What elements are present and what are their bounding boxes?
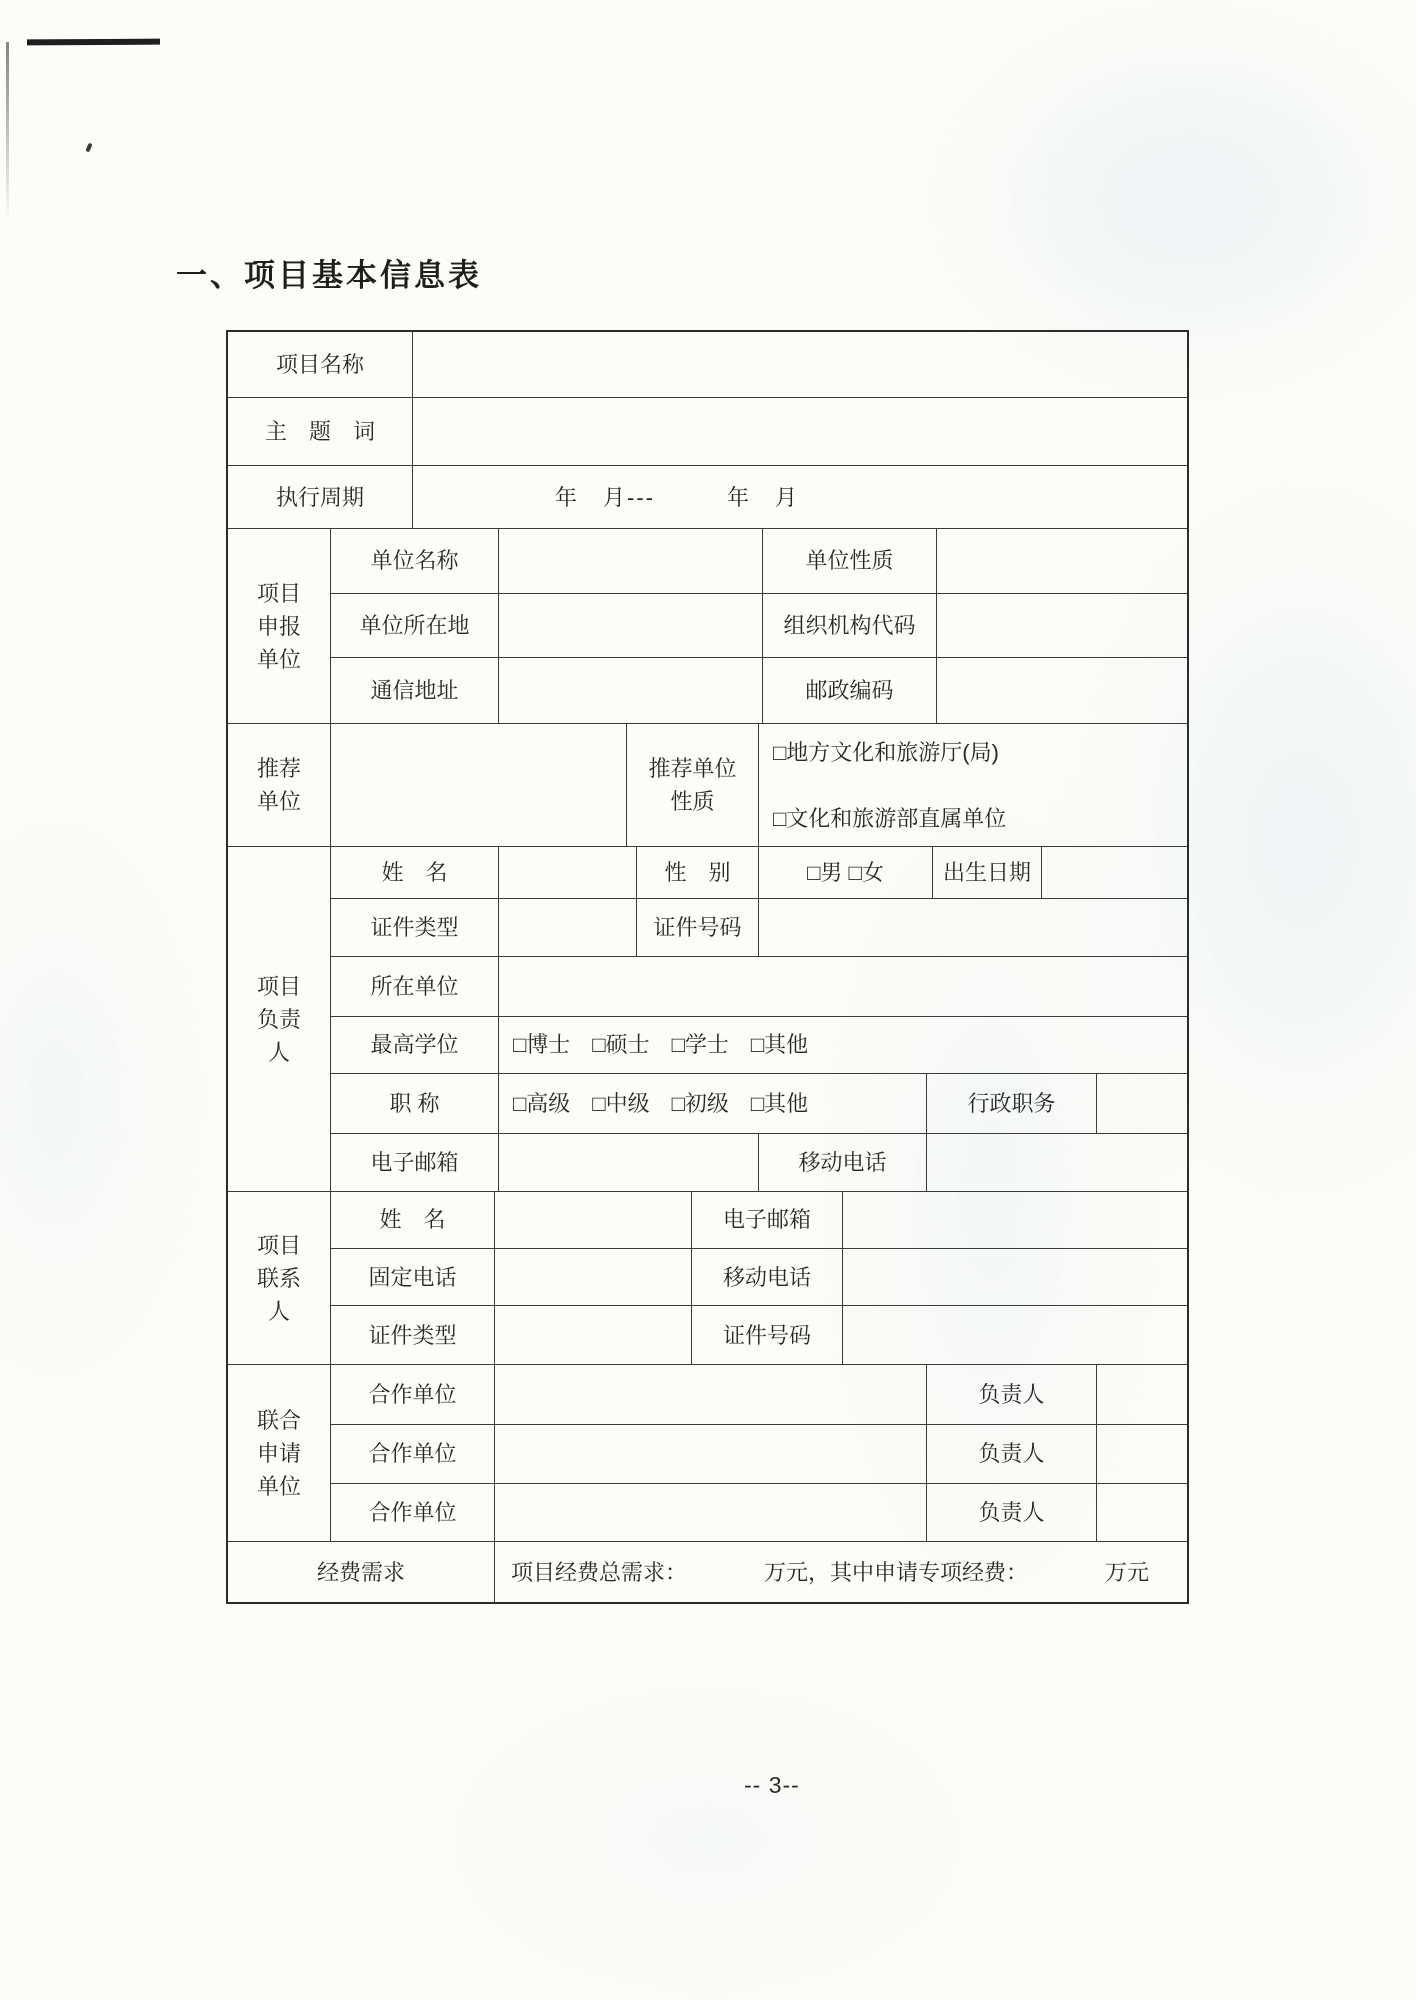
- row-partner-2: [331, 1425, 1187, 1485]
- contact-mobile-value: [843, 1249, 1187, 1306]
- section-applicant-unit: [228, 529, 1187, 724]
- leader-unit-label: 所在单位: [331, 957, 499, 1016]
- mail-address-label: 通信地址: [331, 658, 499, 723]
- contact-email-label: 电子邮箱: [692, 1192, 843, 1248]
- row-leader-id: [331, 899, 1187, 957]
- page-number: -- 3--: [744, 1772, 800, 1798]
- contact-phone-value: [495, 1249, 692, 1306]
- page-title: 一、项目基本信息表: [176, 258, 482, 293]
- leader-degree-options: □博士 □硕士 □学士 □其他: [513, 1032, 809, 1058]
- leader-degree-label: 最高学位: [331, 1017, 499, 1074]
- row-unit-location: [331, 594, 1187, 659]
- recommender-value: [331, 724, 627, 846]
- leader-name-value: [499, 847, 637, 898]
- partner-head-label: 负责人: [927, 1365, 1097, 1424]
- checkbox-option-ministry-direct-unit: □文化和旅游部直属单位: [773, 805, 1007, 831]
- leader-title-options: □高级 □中级 □初级 □其他: [499, 1074, 927, 1133]
- partner-unit-label: 合作单位: [331, 1484, 495, 1541]
- leader-id-no-label: 证件号码: [637, 899, 759, 956]
- partner-head-value: [1097, 1425, 1187, 1484]
- recommender-nature-label: 推荐单位 性质: [627, 724, 759, 846]
- project-name-value: [413, 332, 1187, 397]
- postal-code-label: 邮政编码: [763, 658, 937, 723]
- section-project-contact: [228, 1192, 1187, 1365]
- leader-email-value: [499, 1134, 759, 1191]
- partner-unit-value: [495, 1425, 927, 1484]
- row-partner-1: [331, 1365, 1187, 1425]
- section-project-leader: [228, 847, 1187, 1192]
- leader-admin-label: 行政职务: [927, 1074, 1097, 1133]
- row-contact-id: [331, 1306, 1187, 1364]
- funding-label: 经费需求: [228, 1542, 495, 1602]
- unit-location-value: [499, 594, 763, 658]
- project-info-table: [226, 330, 1189, 1604]
- leader-mobile-value: [927, 1134, 1187, 1191]
- contact-id-no-label: 证件号码: [692, 1306, 843, 1364]
- contact-phone-label: 固定电话: [331, 1249, 495, 1306]
- row-period: [228, 466, 1187, 529]
- leader-admin-value: [1097, 1074, 1187, 1133]
- leader-birth-label: 出生日期: [933, 847, 1042, 898]
- contact-mobile-label: 移动电话: [692, 1249, 843, 1306]
- keywords-value: [413, 398, 1187, 465]
- applicant-group-label: 项目 申报 单位: [228, 529, 331, 723]
- partner-unit-value: [495, 1484, 927, 1541]
- leader-gender-label: 性 别: [637, 847, 759, 898]
- leader-name-label: 姓 名: [331, 847, 499, 898]
- leader-email-label: 电子邮箱: [331, 1134, 499, 1191]
- row-funding: [228, 1542, 1187, 1602]
- row-mail-address: [331, 658, 1187, 723]
- row-leader-email: [331, 1134, 1187, 1191]
- row-contact-phone: [331, 1249, 1187, 1307]
- unit-nature-label: 单位性质: [763, 529, 937, 593]
- org-code-label: 组织机构代码: [763, 594, 937, 658]
- recommender-group-label: 推荐 单位: [228, 724, 331, 846]
- period-value: 年 月--- 年 月: [555, 484, 799, 510]
- recommender-nature-options: [759, 724, 1187, 846]
- row-leader-unit: [331, 957, 1187, 1017]
- leader-title-label: 职 称: [331, 1074, 499, 1133]
- row-leader-name: [331, 847, 1187, 899]
- unit-name-value: [499, 529, 763, 593]
- leader-unit-value: [499, 957, 1187, 1016]
- funding-content: 项目经费总需求： 万元，其中申请专项经费： 万元: [511, 1559, 1150, 1585]
- leader-id-no-value: [759, 899, 1187, 956]
- unit-nature-value: [937, 529, 1187, 593]
- leader-mobile-label: 移动电话: [759, 1134, 927, 1191]
- partner-head-value: [1097, 1365, 1187, 1424]
- row-partner-3: [331, 1484, 1187, 1541]
- period-label: 执行周期: [228, 466, 413, 528]
- partner-head-label: 负责人: [927, 1484, 1097, 1541]
- leader-id-type-label: 证件类型: [331, 899, 499, 956]
- row-keywords: [228, 398, 1187, 466]
- keywords-label: 主 题 词: [228, 398, 413, 465]
- mail-address-value: [499, 658, 763, 723]
- leader-id-type-value: [499, 899, 637, 956]
- row-project-name: [228, 332, 1187, 398]
- contact-name-label: 姓 名: [331, 1192, 495, 1248]
- unit-name-label: 单位名称: [331, 529, 499, 593]
- leader-birth-value: [1042, 847, 1187, 898]
- row-leader-title: [331, 1074, 1187, 1134]
- checkbox-option-local-culture-tourism-dept: □地方文化和旅游厅(局): [773, 739, 999, 765]
- section-joint-applicants: [228, 1365, 1187, 1542]
- row-unit-name: [331, 529, 1187, 594]
- section-recommender: [228, 724, 1187, 847]
- contact-id-type-label: 证件类型: [331, 1306, 495, 1364]
- scan-edge-artifact: [6, 42, 9, 222]
- leader-group-label: 项目 负责 人: [228, 847, 331, 1191]
- partner-head-value: [1097, 1484, 1187, 1541]
- partner-unit-label: 合作单位: [331, 1365, 495, 1424]
- contact-id-type-value: [495, 1306, 692, 1364]
- joint-group-label: 联合 申请 单位: [228, 1365, 331, 1541]
- unit-location-label: 单位所在地: [331, 594, 499, 658]
- project-name-label: 项目名称: [228, 332, 413, 397]
- org-code-value: [937, 594, 1187, 658]
- contact-name-value: [495, 1192, 692, 1248]
- partner-head-label: 负责人: [927, 1425, 1097, 1484]
- contact-id-no-value: [843, 1306, 1187, 1364]
- partner-unit-label: 合作单位: [331, 1425, 495, 1484]
- leader-gender-options: □男 □女: [759, 847, 933, 898]
- contact-group-label: 项目 联系 人: [228, 1192, 331, 1364]
- partner-unit-value: [495, 1365, 927, 1424]
- contact-email-value: [843, 1192, 1187, 1248]
- row-leader-degree: [331, 1017, 1187, 1075]
- scan-corner-artifact: [27, 39, 160, 46]
- scan-speck-artifact: [85, 143, 92, 153]
- row-contact-name: [331, 1192, 1187, 1249]
